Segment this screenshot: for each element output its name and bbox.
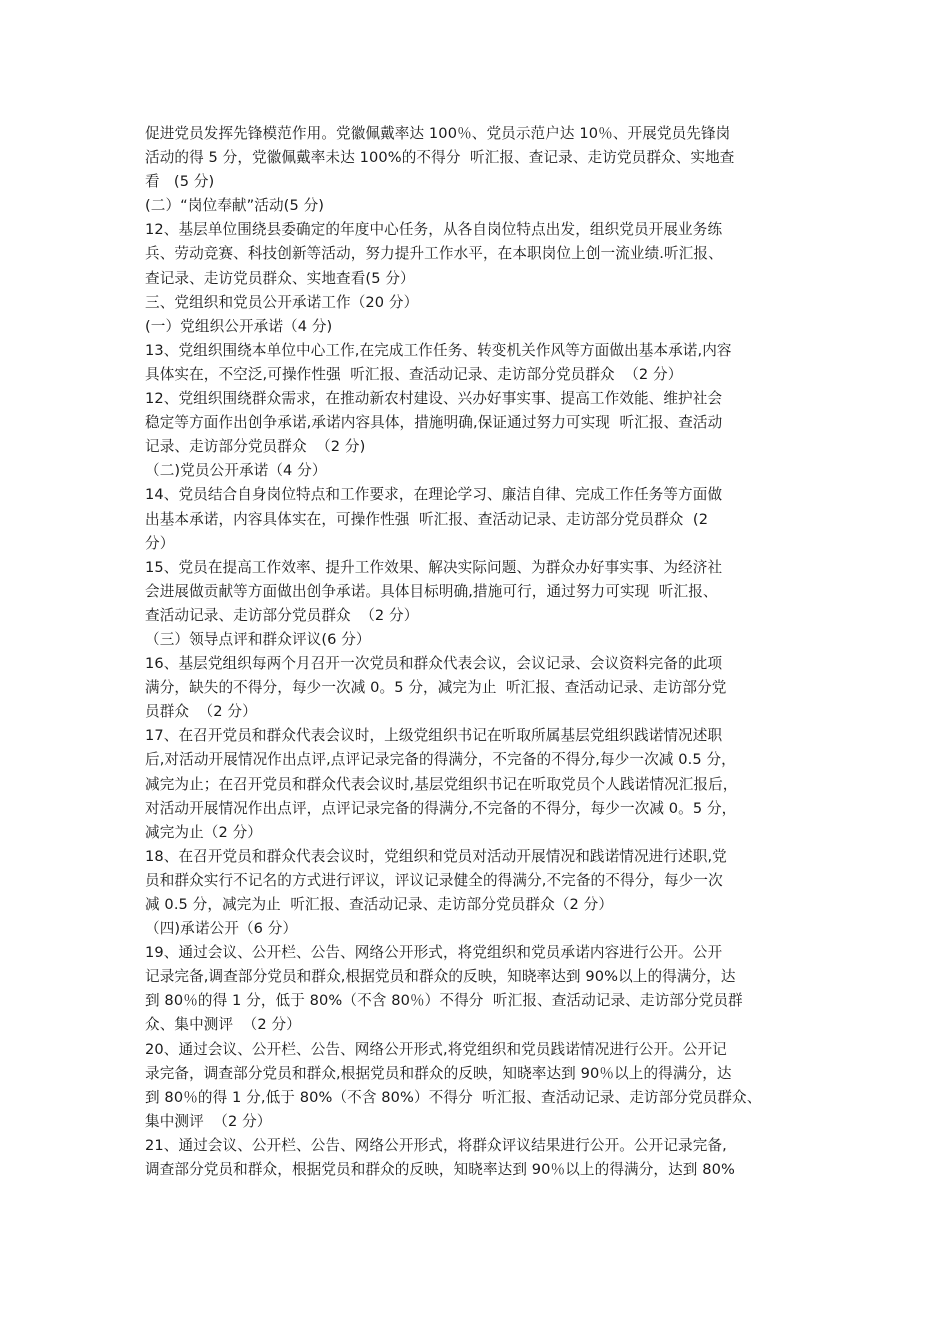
section-heading: 三、党组织和党员公开承诺工作（20 分） xyxy=(145,293,419,311)
text-line: 查活动记录、走访部分党员群众 （2 分） xyxy=(145,606,419,624)
section-heading: (二）“岗位奉献”活动(5 分) xyxy=(145,197,325,215)
text-line: 12、党组织围绕群众需求，在推动新农村建设、兴办好事实事、提高工作效能、维护社会 xyxy=(145,390,723,408)
text-line: 14、党员结合自身岗位特点和工作要求，在理论学习、廉洁自律、完成工作任务等方面做 xyxy=(145,486,723,504)
text-line: 减完为止；在召开党员和群众代表会议时,基层党组织书记在听取党员个人践诺情况汇报后， xyxy=(145,775,738,793)
text-line: 集中测评 （2 分） xyxy=(145,1112,272,1130)
text-line: 后,对活动开展情况作出点评,点评记录完备的得满分，不完备的不得分,每少一次减 0.5 分， xyxy=(145,751,736,769)
text-line: 兵、劳动竞赛、科技创新等活动，努力提升工作水平，在本职岗位上创一流业绩.听汇报、 xyxy=(145,245,723,263)
text-line: 满分，缺失的不得分，每少一次减 0。5 分，减完为止 听汇报、查活动记录、走访部分党 xyxy=(145,679,727,697)
text-line: 21、通过会议、公开栏、公告、网络公开形式，将群众评议结果进行公开。公开记录完备, xyxy=(145,1136,727,1154)
text-line: 录完备，调查部分党员和群众,根据党员和群众的反映，知晓率达到 90％以上的得满分，达 xyxy=(145,1064,732,1082)
text-line: 13、党组织围绕本单位中心工作,在完成工作任务、转变机关作风等方面做出基本承诺,内容 xyxy=(145,341,732,359)
text-line: 20、通过会议、公开栏、公告、网络公开形式,将党组织和党员践诺情况进行公开。公开记 xyxy=(145,1040,727,1058)
text-line: 员和群众实行不记名的方式进行评议，评议记录健全的得满分,不完备的不得分，每少一次 xyxy=(145,871,723,889)
text-line: 到 80％的得 1 分,低于 80%（不含 80%）不得分 听汇报、查活动记录、走访部分党员群众、 xyxy=(145,1088,762,1106)
section-heading: (一）党组织公开承诺（4 分) xyxy=(145,317,333,335)
section-heading: （二)党员公开承诺（4 分） xyxy=(145,462,327,480)
text-line: 具体实在，不空泛,可操作性强 听汇报、查活动记录、走访部分党员群众 （2 分） xyxy=(145,365,683,383)
text-line: 15、党员在提高工作效率、提升工作效果、解决实际问题、为群众办好事实事、为经济社 xyxy=(145,558,723,576)
text-line: 会进展做贡献等方面做出创争承诺。具体目标明确,措施可行，通过努力可实现 听汇报、 xyxy=(145,582,718,600)
text-line: 19、通过会议、公开栏、公告、网络公开形式，将党组织和党员承诺内容进行公开。公开 xyxy=(145,944,723,962)
text-line: 出基本承诺，内容具体实在，可操作性强 听汇报、查活动记录、走访部分党员群众 (2 xyxy=(145,510,709,528)
text-line: 到 80％的得 1 分，低于 80%（不含 80％）不得分 听汇报、查活动记录、走访部分党员群 xyxy=(145,992,743,1010)
text-line: 对活动开展情况作出点评，点评记录完备的得满分,不完备的不得分，每少一次减 0。5 分， xyxy=(145,799,737,817)
text-line: 12、基层单位围绕县委确定的年度中心任务，从各自岗位特点出发，组织党员开展业务练 xyxy=(145,221,723,239)
text-line: 促进党员发挥先锋模范作用。党徽佩戴率达 100％、党员示范户达 10％、开展党员先锋岗 xyxy=(145,125,731,142)
text-line: 稳定等方面作出创争承诺,承诺内容具体，措施明确,保证通过努力可实现 听汇报、查活动 xyxy=(145,414,723,432)
text-line: 17、在召开党员和群众代表会议时，上级党组织书记在听取所属基层党组织践诺情况述职 xyxy=(145,727,723,745)
text-line: 调查部分党员和群众，根据党员和群众的反映，知晓率达到 90％以上的得满分，达到 80% xyxy=(145,1161,735,1179)
text-line: 18、在召开党员和群众代表会议时，党组织和党员对活动开展情况和践诺情况进行述职,党 xyxy=(145,847,727,865)
text-line: 16、基层党组织每两个月召开一次党员和群众代表会议，会议记录、会议资料完备的此项 xyxy=(145,655,723,673)
text-line: 看 (5 分) xyxy=(145,173,215,191)
text-line: 减完为止（2 分） xyxy=(145,823,262,841)
section-heading: （三）领导点评和群众评议(6 分） xyxy=(145,630,371,648)
text-line: 记录、走访部分党员群众 （2 分) xyxy=(145,438,366,456)
text-line: 记录完备,调查部分党员和群众,根据党员和群众的反映，知晓率达到 90%以上的得满分，达 xyxy=(145,968,736,986)
text-line: 活动的得 5 分，党徽佩戴率未达 100%的不得分 听汇报、查记录、走访党员群众、实地查 xyxy=(145,149,735,167)
section-heading: （四)承诺公开（6 分） xyxy=(145,920,298,938)
text-line: 众、集中测评 （2 分） xyxy=(145,1016,301,1034)
text-line: 员群众 （2 分） xyxy=(145,703,257,721)
text-line: 查记录、走访党员群众、实地查看(5 分） xyxy=(145,269,415,287)
text-line: 分） xyxy=(145,534,175,552)
text-line: 减 0.5 分，减完为止 听汇报、查活动记录、走访部分党员群众（2 分） xyxy=(145,896,614,913)
